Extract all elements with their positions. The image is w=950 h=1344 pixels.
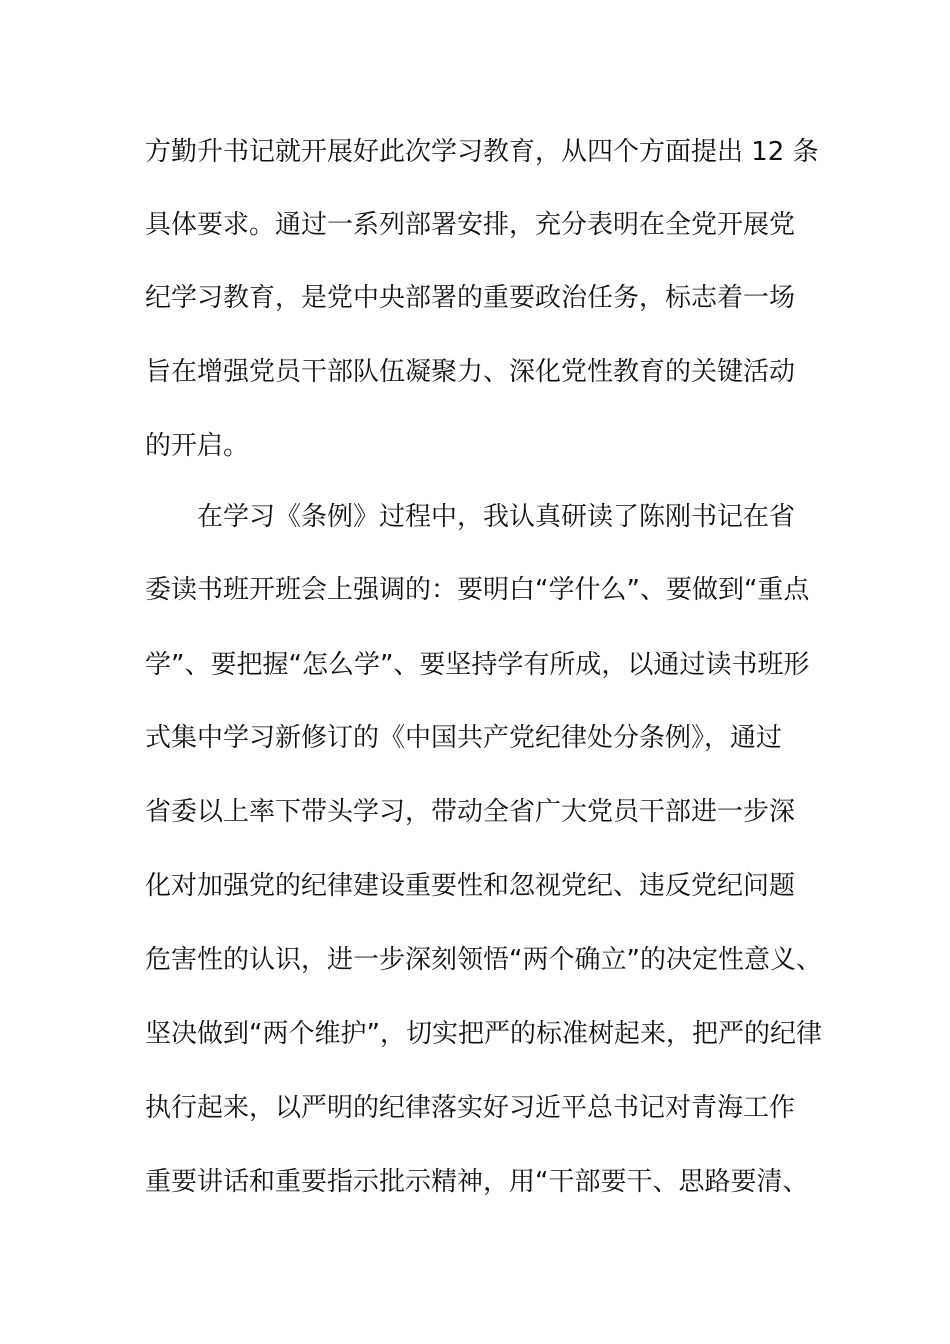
paragraph-2-line-2: 委读书班开班会上强调的：要明白“学什么”、要做到“重点 (145, 575, 810, 605)
paragraph-1-line-5: 的开启。 (145, 431, 250, 461)
paragraph-1-line-4: 旨在增强党员干部队伍凝聚力、深化党性教育的关键活动 (145, 357, 796, 387)
paragraph-2-line-1: 在学习《条例》过程中，我认真研读了陈刚书记在省 (197, 502, 796, 532)
paragraph-2-line-9: 执行起来，以严明的纪律落实好习近平总书记对青海工作 (145, 1093, 796, 1123)
paragraph-2-line-3: 学”、要把握“怎么学”、要坚持学有所成，以通过读书班形 (145, 650, 810, 680)
paragraph-2-line-6: 化对加强党的纪律建设重要性和忽视党纪、违反党纪问题 (145, 871, 796, 901)
paragraph-2-line-5: 省委以上率下带头学习，带动全省广大党员干部进一步深 (145, 797, 796, 827)
paragraph-2-line-10: 重要讲话和重要指示批示精神，用“干部要干、思路要清、 (145, 1167, 809, 1197)
paragraph-2-line-7: 危害性的认识，进一步深刻领悟“两个确立”的决定性意义、 (145, 945, 822, 975)
paragraph-2-line-8: 坚决做到“两个维护”，切实把严的标准树起来，把严的纪律 (145, 1019, 822, 1049)
paragraph-1-line-3: 纪学习教育，是党中央部署的重要政治任务，标志着一场 (145, 283, 796, 313)
paragraph-1-line-1: 方勤升书记就开展好此次学习教育，从四个方面提出 12 条 (145, 137, 819, 167)
paragraph-1-line-2: 具体要求。通过一系列部署安排，充分表明在全党开展党 (145, 210, 796, 240)
paragraph-2-line-4: 式集中学习新修订的《中国共产党纪律处分条例》，通过 (145, 723, 783, 753)
